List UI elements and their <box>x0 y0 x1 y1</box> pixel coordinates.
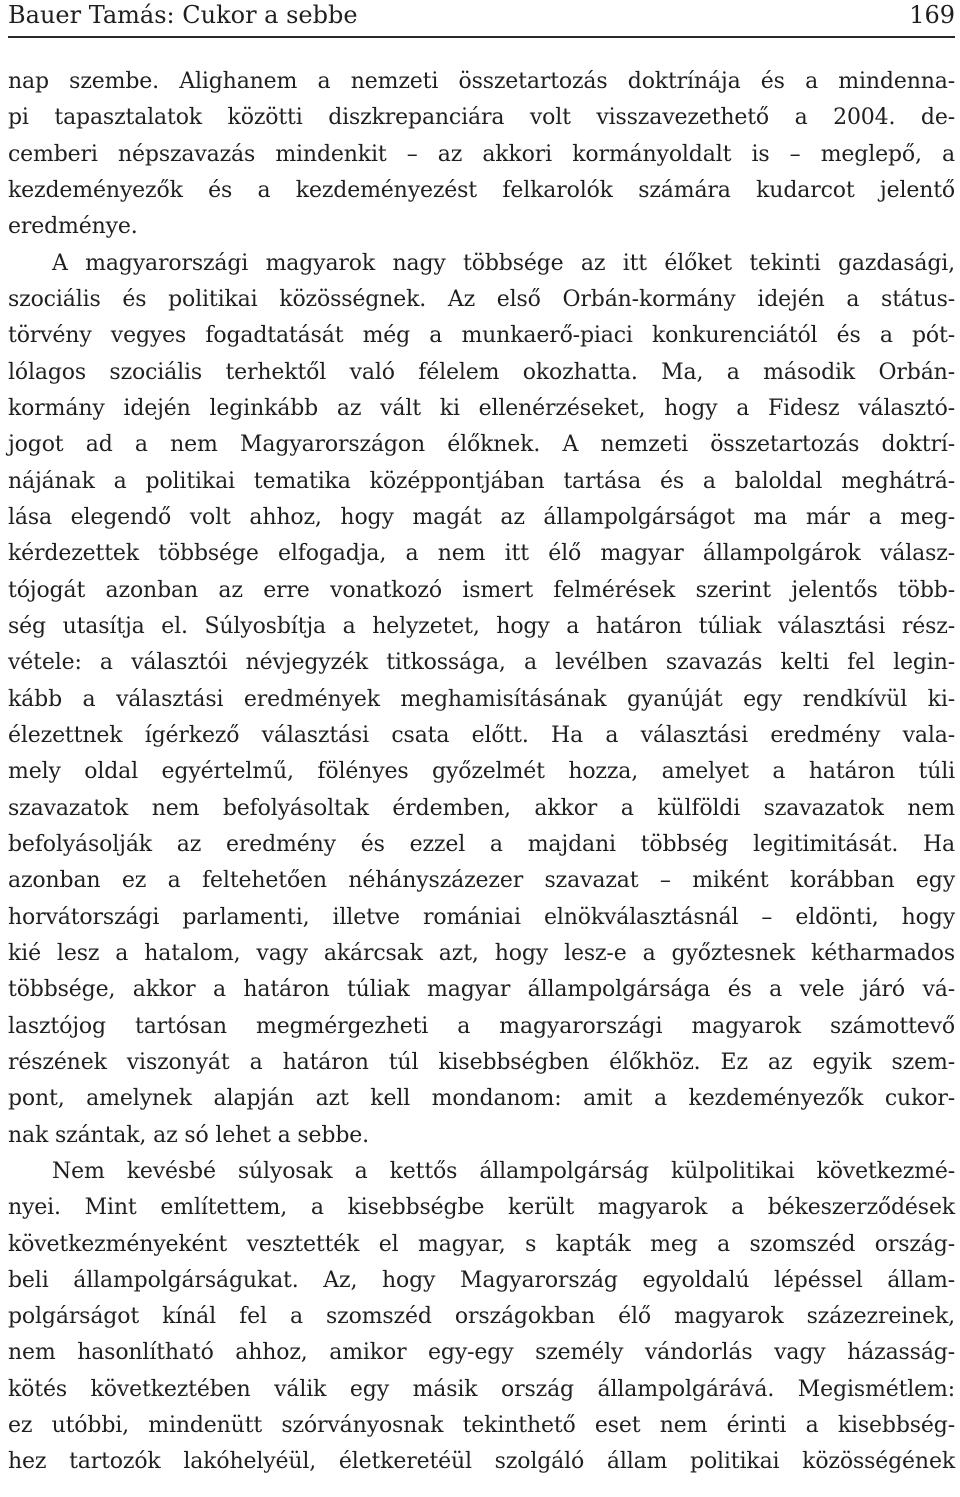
text-line: pont, amelynek alapján azt kell mondanom: amit a kezdeményezők cukor- <box>8 1086 955 1112</box>
text-line: befolyásolják az eredmény és ezzel a majdani többség legitimitását. Ha <box>8 831 955 857</box>
text-line: mely oldal egyértelmű, fölényes győzelmét hozza, amelyet a határon túli <box>8 759 955 785</box>
body-text <box>8 64 955 1481</box>
text-line: beli állampolgárságukat. Az, hogy Magyarország egyoldalú lépéssel állam- <box>8 1267 955 1293</box>
text-line: lasztójog tartósan megmérgezheti a magyarországi magyarok számottevő <box>8 1013 955 1039</box>
text-line: jogot ad a nem Magyarországon élőknek. A nemzeti összetartozás doktrí- <box>8 432 955 458</box>
text-line: horvátországi parlamenti, illetve romániai elnökválasztásnál – eldönti, hogy <box>8 904 955 930</box>
text-line: kormány idején leginkább az vált ki ellenérzéseket, hogy a Fidesz választó- <box>8 395 955 421</box>
paragraph-start-line: Nem kevésbé súlyosak a kettős állampolgárság külpolitikai következmé- <box>52 1158 955 1184</box>
text-line: többsége, akkor a határon túliak magyar állampolgársága és a vele járó vá- <box>8 977 955 1003</box>
text-line: lólagos szociális terhektől való félelem okozhatta. Ma, a második Orbán- <box>8 359 955 385</box>
text-line: cemberi népszavazás mindenkit – az akkori kormányoldalt is – meglepő, a <box>8 141 955 167</box>
text-line: ség utasítja el. Súlyosbítja a helyzetet, hogy a határon túliak választási rész- <box>8 613 955 639</box>
text-line: kezdeményezők és a kezdeményezést felkarolók számára kudarcot jelentő <box>8 177 955 203</box>
text-line: vétele: a választói névjegyzék titkossága, a levélben szavazás kelti fel legin- <box>8 650 955 676</box>
text-line: nap szembe. Alighanem a nemzeti összetartozás doktrínája és a mindenna- <box>8 69 955 94</box>
running-title: Bauer Tamás: Cukor a sebbe <box>8 1 358 29</box>
text-line: szociális és politikai közösségnek. Az első Orbán-kormány idején a státus- <box>8 286 955 312</box>
text-line: kié lesz a hatalom, vagy akárcsak azt, hogy lesz-e a győztesnek kétharmados <box>8 940 955 966</box>
text-line: törvény vegyes fogadtatását még a munkaerő-piaci konkurenciától és a pót- <box>8 323 955 349</box>
text-line: tójogát azonban az erre vonatkozó ismert felmérések szerint jelentős több- <box>8 577 955 603</box>
text-line: részének viszonyát a határon túl kisebbségben élőkhöz. Ez az egyik szem- <box>8 1049 955 1075</box>
text-line: pi tapasztalatok közötti diszkrepanciára volt visszavezethető a 2004. de- <box>8 105 955 131</box>
text-line: kérdezettek többsége elfogadja, a nem itt élő magyar állampolgárok válasz- <box>8 541 955 567</box>
paragraph-end-line: eredménye. <box>8 214 138 240</box>
running-header <box>8 0 955 38</box>
text-line: élezettnek ígérkező választási csata előtt. Ha a választási eredmény vala- <box>8 722 955 748</box>
text-line: azonban ez a feltehetően néhányszázezer szavazat – miként korábban egy <box>8 868 955 894</box>
page-number: 169 <box>909 1 955 29</box>
text-line: következményeként vesztették el magyar, s kapták meg a szomszéd ország- <box>8 1231 955 1257</box>
text-line: kötés következtében válik egy másik ország állampolgárává. Megismétlem: <box>8 1376 955 1402</box>
text-line: szavazatok nem befolyásoltak érdemben, akkor a külföldi szavazatok nem <box>8 795 955 821</box>
text-line: ez utóbbi, mindenütt szórványosnak tekinthető eset nem érinti a kisebbség- <box>8 1413 955 1439</box>
text-line: nyei. Mint említettem, a kisebbségbe került magyarok a békeszerződések <box>8 1195 955 1221</box>
text-line: hez tartozók lakóhelyéül, életkeretéül szolgáló állam politikai közösségének <box>8 1449 955 1475</box>
text-line: nájának a politikai tematika középpontjában tartása és a baloldal meghátrá- <box>8 468 955 494</box>
paragraph-start-line: A magyarországi magyarok nagy többsége az itt élőket tekinti gazdasági, <box>52 250 955 276</box>
text-line: polgárságot kínál fel a szomszéd országokban élő magyarok százezreinek, <box>8 1304 955 1330</box>
text-line: lása elegendő volt ahhoz, hogy magát az állampolgárságot ma már a meg- <box>8 504 955 530</box>
paragraph-end-line: nak szántak, az só lehet a sebbe. <box>8 1122 370 1148</box>
text-line: kább a választási eredmények meghamisításának gyanúját egy rendkívül ki- <box>8 686 955 712</box>
text-line: nem hasonlítható ahhoz, amikor egy-egy személy vándorlás vagy házasság- <box>8 1340 955 1366</box>
